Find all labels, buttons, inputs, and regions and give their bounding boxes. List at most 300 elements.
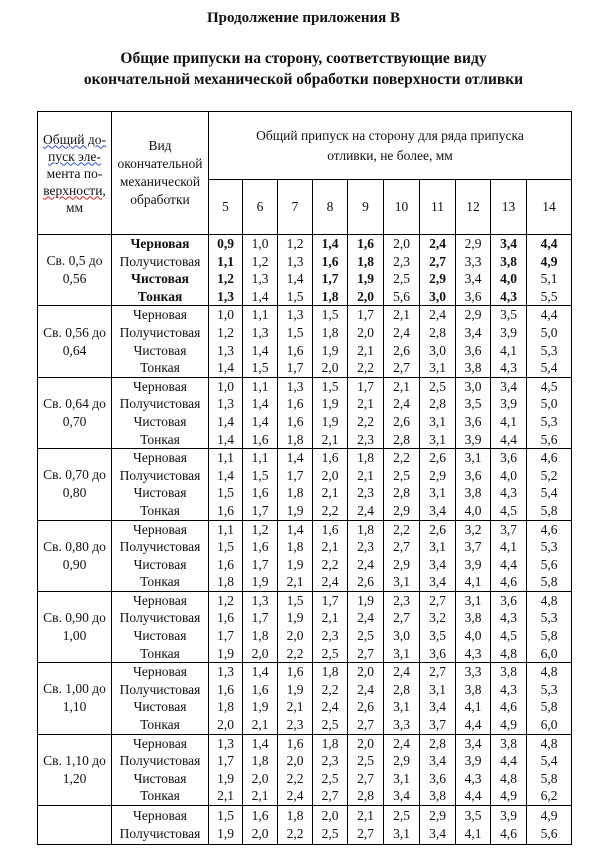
allowance-value: 2,2 bbox=[393, 521, 410, 537]
allowance-value: 1,7 bbox=[251, 502, 269, 518]
allowance-cell bbox=[456, 734, 491, 805]
machining-kind: Чистовая bbox=[133, 770, 187, 786]
allowance-value: 1,9 bbox=[357, 592, 374, 608]
allowance-value: 2,0 bbox=[357, 735, 374, 751]
allowance-value: 1,6 bbox=[251, 808, 269, 824]
machining-kind-cell bbox=[112, 449, 209, 520]
allowance-value: 2,2 bbox=[357, 413, 374, 429]
header-row-number: 12 bbox=[456, 180, 491, 235]
machining-kind: Черновая bbox=[133, 378, 187, 394]
allowance-value: 2,9 bbox=[464, 236, 482, 251]
table-row-group bbox=[38, 806, 572, 845]
allowance-value: 4,4 bbox=[464, 788, 482, 804]
allowance-value: 2,5 bbox=[393, 808, 410, 824]
allowance-value: 2,0 bbox=[251, 770, 269, 786]
allowance-value: 2,5 bbox=[321, 770, 339, 786]
allowance-cell bbox=[348, 520, 384, 591]
allowance-value: 1,9 bbox=[217, 770, 234, 786]
allowance-cell bbox=[456, 520, 491, 591]
allowance-cell bbox=[209, 591, 243, 662]
allowance-cell bbox=[527, 449, 572, 520]
allowance-cell bbox=[456, 806, 491, 845]
allowance-value: 1,4 bbox=[217, 360, 234, 376]
header-machining-type bbox=[112, 112, 209, 235]
allowance-cell bbox=[384, 449, 420, 520]
allowance-value: 2,4 bbox=[393, 324, 410, 340]
allowance-value: 1,6 bbox=[286, 342, 304, 358]
allowance-cell bbox=[420, 734, 456, 805]
allowance-value: 1,8 bbox=[357, 253, 374, 269]
machining-kind: Получистовая bbox=[119, 253, 201, 269]
allowance-value: 3,8 bbox=[429, 788, 446, 804]
range-text: 0,70 bbox=[62, 413, 87, 429]
allowance-value: 1,8 bbox=[217, 699, 234, 715]
allowance-value: 1,3 bbox=[217, 396, 234, 412]
range-cell bbox=[38, 734, 112, 805]
allowance-value: 3,5 bbox=[500, 307, 517, 323]
allowance-value: 2,6 bbox=[357, 699, 374, 715]
allowance-value: 3,3 bbox=[393, 717, 410, 733]
allowance-cell bbox=[348, 377, 384, 448]
allowance-value: 3,1 bbox=[393, 699, 410, 715]
allowance-value: 1,5 bbox=[286, 288, 304, 304]
allowance-value: 3,0 bbox=[464, 378, 482, 394]
allowance-value: 3,1 bbox=[429, 681, 446, 697]
allowance-value: 3,7 bbox=[464, 539, 482, 555]
allowance-value: 1,7 bbox=[321, 592, 339, 608]
allowance-value: 2,1 bbox=[217, 788, 234, 804]
allowance-value: 4,3 bbox=[500, 360, 517, 376]
allowance-value: 1,1 bbox=[251, 378, 269, 394]
allowance-cell bbox=[527, 306, 572, 377]
allowance-cell bbox=[527, 734, 572, 805]
allowance-value: 3,1 bbox=[429, 360, 446, 376]
allowance-value: 1,9 bbox=[321, 342, 339, 358]
allowance-value: 4,4 bbox=[464, 717, 482, 733]
range-text: Св. 0,5 до bbox=[46, 253, 103, 269]
machining-kind: Черновая bbox=[130, 236, 190, 251]
allowance-value: 3,1 bbox=[429, 413, 446, 429]
allowance-value: 3,2 bbox=[464, 521, 482, 537]
allowance-value: 1,1 bbox=[251, 450, 269, 466]
header-machining-line: механической bbox=[119, 174, 201, 189]
allowance-value: 4,9 bbox=[540, 808, 558, 824]
allowance-cell bbox=[384, 306, 420, 377]
machining-kind: Чистовая bbox=[133, 342, 187, 358]
allowance-value: 2,3 bbox=[393, 592, 410, 608]
allowance-cell bbox=[278, 520, 313, 591]
allowance-cell bbox=[527, 520, 572, 591]
allowance-value: 5,0 bbox=[540, 324, 558, 340]
allowance-cell bbox=[209, 734, 243, 805]
allowance-cell bbox=[348, 734, 384, 805]
allowance-value: 3,6 bbox=[500, 450, 517, 466]
allowance-cell bbox=[278, 235, 313, 306]
machining-kind: Черновая bbox=[133, 450, 187, 466]
header-row-number: 9 bbox=[348, 180, 384, 235]
allowance-cell bbox=[313, 306, 348, 377]
range-text: Св. 0,56 до bbox=[43, 324, 106, 340]
allowance-value: 5,4 bbox=[540, 360, 558, 376]
allowance-value: 4,6 bbox=[500, 826, 517, 841]
allowance-value: 1,6 bbox=[251, 681, 269, 697]
allowance-value: 1,6 bbox=[217, 556, 234, 572]
allowance-cell bbox=[348, 806, 384, 845]
machining-kind: Получистовая bbox=[119, 610, 201, 626]
machining-kind-cell bbox=[112, 734, 209, 805]
allowance-value: 2,0 bbox=[286, 753, 304, 769]
allowance-value: 4,3 bbox=[500, 681, 517, 697]
allowance-value: 3,6 bbox=[464, 467, 482, 483]
allowance-value: 2,5 bbox=[321, 645, 339, 661]
allowance-value: 1,6 bbox=[321, 450, 339, 466]
allowance-value: 4,8 bbox=[540, 735, 558, 751]
allowance-value: 2,8 bbox=[429, 396, 446, 412]
allowance-value: 2,7 bbox=[429, 592, 446, 608]
allowance-cell bbox=[313, 520, 348, 591]
allowance-value: 3,9 bbox=[500, 808, 517, 824]
allowance-value: 3,4 bbox=[429, 753, 446, 769]
allowance-value: 3,8 bbox=[500, 735, 517, 751]
allowance-value: 4,8 bbox=[540, 592, 558, 608]
allowance-value: 5,6 bbox=[540, 826, 558, 841]
allowance-value: 1,3 bbox=[251, 592, 269, 608]
allowance-value: 5,3 bbox=[540, 413, 558, 429]
header-row-number: 5 bbox=[209, 180, 243, 235]
allowance-value: 3,0 bbox=[429, 288, 446, 304]
allowance-value: 2,1 bbox=[286, 699, 304, 715]
allowance-value: 0,9 bbox=[217, 236, 234, 251]
range-text: Св. 0,90 до bbox=[43, 610, 106, 626]
range-cell bbox=[38, 377, 112, 448]
allowance-value: 4,3 bbox=[500, 610, 517, 626]
allowance-value: 1,0 bbox=[217, 378, 234, 394]
machining-kind-cell bbox=[112, 520, 209, 591]
appendix-title: Продолжение приложения В bbox=[206, 10, 401, 26]
allowance-value: 1,5 bbox=[217, 485, 234, 501]
allowance-value: 4,1 bbox=[464, 699, 482, 715]
allowance-value: 3,8 bbox=[464, 610, 482, 626]
allowance-cell bbox=[313, 591, 348, 662]
allowance-cell bbox=[243, 663, 278, 734]
header-tolerance bbox=[38, 112, 112, 235]
header-row-number: 6 bbox=[243, 180, 278, 235]
allowance-value: 1,8 bbox=[357, 521, 374, 537]
machining-kind: Тонкая bbox=[140, 574, 180, 590]
allowance-value: 2,1 bbox=[357, 467, 374, 483]
allowance-value: 1,8 bbox=[286, 539, 304, 555]
allowance-value: 1,5 bbox=[217, 539, 234, 555]
allowance-value: 5,4 bbox=[540, 753, 558, 769]
allowance-cell bbox=[243, 377, 278, 448]
allowance-value: 3,8 bbox=[500, 253, 517, 269]
allowance-value: 1,1 bbox=[217, 253, 234, 269]
allowance-value: 4,3 bbox=[500, 288, 517, 304]
allowance-value: 1,4 bbox=[251, 396, 269, 412]
allowance-value: 1,4 bbox=[251, 413, 269, 429]
allowance-value: 2,0 bbox=[393, 236, 410, 251]
allowance-value: 2,2 bbox=[286, 826, 304, 841]
allowance-value: 3,1 bbox=[429, 431, 446, 447]
allowance-value: 1,9 bbox=[286, 556, 304, 572]
allowance-value: 1,9 bbox=[286, 681, 304, 697]
allowance-value: 2,3 bbox=[393, 253, 410, 269]
allowance-value: 1,6 bbox=[251, 539, 269, 555]
allowance-value: 2,1 bbox=[321, 539, 339, 555]
allowance-value: 3,0 bbox=[393, 628, 410, 644]
allowance-value: 1,3 bbox=[286, 307, 304, 323]
header-tolerance-line: верхности, bbox=[43, 182, 106, 198]
machining-kind: Получистовая bbox=[119, 324, 201, 340]
allowance-value: 2,6 bbox=[393, 342, 410, 358]
allowance-value: 1,6 bbox=[217, 681, 234, 697]
allowance-value: 3,1 bbox=[393, 826, 410, 841]
allowance-value: 5,8 bbox=[540, 699, 558, 715]
allowance-value: 2,1 bbox=[357, 396, 374, 412]
allowance-value: 1,2 bbox=[251, 253, 269, 269]
allowance-value: 2,9 bbox=[393, 502, 410, 518]
allowance-value: 1,4 bbox=[321, 236, 339, 251]
range-text: 1,20 bbox=[62, 770, 87, 786]
header-row-number: 14 bbox=[527, 180, 572, 235]
allowance-value: 1,7 bbox=[286, 467, 304, 483]
machining-kind: Получистовая bbox=[119, 539, 201, 555]
allowance-cell bbox=[527, 377, 572, 448]
allowance-cell bbox=[491, 449, 527, 520]
allowance-value: 2,0 bbox=[251, 826, 269, 841]
allowance-value: 5,3 bbox=[540, 539, 558, 555]
allowance-cell bbox=[313, 806, 348, 845]
range-text: 0,90 bbox=[62, 556, 87, 572]
allowance-value: 1,9 bbox=[286, 610, 304, 626]
allowance-value: 2,0 bbox=[321, 360, 339, 376]
table-row-group bbox=[38, 520, 572, 591]
allowance-value: 1,0 bbox=[217, 307, 234, 323]
allowance-value: 2,0 bbox=[357, 324, 374, 340]
allowance-value: 1,6 bbox=[286, 396, 304, 412]
allowance-value: 2,6 bbox=[429, 450, 446, 466]
allowance-value: 2,1 bbox=[321, 610, 339, 626]
allowance-value: 2,7 bbox=[393, 539, 410, 555]
allowance-value: 1,6 bbox=[251, 431, 269, 447]
allowance-value: 5,6 bbox=[540, 556, 558, 572]
allowance-value: 1,8 bbox=[321, 288, 339, 304]
allowance-value: 2,7 bbox=[393, 360, 410, 376]
machining-kind: Черновая bbox=[133, 592, 187, 608]
allowance-value: 1,7 bbox=[217, 628, 234, 644]
allowance-cell bbox=[491, 591, 527, 662]
allowance-value: 1,3 bbox=[251, 271, 269, 287]
allowance-value: 4,0 bbox=[500, 271, 517, 287]
allowance-cell bbox=[384, 806, 420, 845]
allowance-cell bbox=[243, 520, 278, 591]
allowance-value: 2,7 bbox=[393, 610, 410, 626]
allowance-cell bbox=[209, 306, 243, 377]
allowance-cell bbox=[278, 663, 313, 734]
header-row-number: 13 bbox=[491, 180, 527, 235]
allowance-cell bbox=[209, 377, 243, 448]
allowance-value: 3,1 bbox=[429, 539, 446, 555]
allowance-value: 4,6 bbox=[540, 450, 558, 466]
range-text: Св. 1,00 до bbox=[43, 681, 106, 697]
allowance-value: 5,6 bbox=[393, 288, 410, 304]
allowance-value: 4,1 bbox=[464, 826, 482, 841]
allowance-value: 1,5 bbox=[251, 467, 269, 483]
allowance-value: 1,4 bbox=[251, 735, 269, 751]
allowance-value: 1,3 bbox=[217, 664, 234, 680]
allowance-cell bbox=[348, 663, 384, 734]
allowance-value: 1,5 bbox=[321, 378, 339, 394]
allowance-cell bbox=[243, 806, 278, 845]
allowance-value: 3,1 bbox=[393, 645, 410, 661]
allowance-value: 3,8 bbox=[464, 485, 482, 501]
machining-kind: Получистовая bbox=[119, 467, 201, 483]
allowance-value: 4,6 bbox=[540, 521, 558, 537]
allowance-value: 4,9 bbox=[500, 788, 517, 804]
allowance-value: 1,6 bbox=[251, 485, 269, 501]
allowance-value: 5,8 bbox=[540, 574, 558, 590]
allowance-value: 1,9 bbox=[217, 826, 234, 841]
allowance-cell bbox=[209, 806, 243, 845]
range-cell bbox=[38, 449, 112, 520]
allowance-value: 2,9 bbox=[429, 808, 446, 824]
allowance-value: 1,9 bbox=[321, 396, 339, 412]
allowance-cell bbox=[491, 734, 527, 805]
allowance-value: 1,7 bbox=[357, 307, 374, 323]
allowance-value: 1,9 bbox=[251, 699, 269, 715]
allowance-value: 1,9 bbox=[321, 413, 339, 429]
allowance-value: 2,0 bbox=[251, 645, 269, 661]
allowance-value: 2,4 bbox=[429, 236, 446, 251]
allowance-value: 1,1 bbox=[217, 521, 234, 537]
allowance-value: 1,8 bbox=[321, 664, 339, 680]
header-row-number: 10 bbox=[384, 180, 420, 235]
allowance-value: 1,2 bbox=[217, 324, 234, 340]
allowance-value: 3,8 bbox=[500, 664, 517, 680]
allowance-value: 4,4 bbox=[500, 556, 517, 572]
allowance-value: 2,4 bbox=[357, 610, 374, 626]
allowance-cell bbox=[527, 235, 572, 306]
allowance-value: 1,0 bbox=[251, 236, 269, 251]
allowance-cell bbox=[491, 663, 527, 734]
allowance-value: 1,8 bbox=[321, 324, 339, 340]
allowance-value: 3,9 bbox=[464, 556, 482, 572]
allowance-value: 1,2 bbox=[286, 236, 304, 251]
machining-kind: Черновая bbox=[133, 735, 187, 751]
allowance-value: 2,0 bbox=[321, 467, 339, 483]
allowance-value: 3,9 bbox=[500, 324, 517, 340]
allowance-value: 1,6 bbox=[357, 236, 374, 251]
allowance-value: 4,9 bbox=[540, 253, 558, 269]
range-cell bbox=[38, 806, 112, 845]
allowance-value: 6,2 bbox=[540, 788, 558, 804]
allowance-cell bbox=[527, 806, 572, 845]
allowance-value: 4,0 bbox=[500, 467, 517, 483]
allowance-cell bbox=[420, 306, 456, 377]
table-row-group bbox=[38, 377, 572, 448]
allowance-cell bbox=[527, 663, 572, 734]
allowance-value: 2,1 bbox=[286, 574, 304, 590]
allowance-cell bbox=[313, 377, 348, 448]
range-text: Св. 0,70 до bbox=[43, 467, 106, 483]
range-cell bbox=[38, 663, 112, 734]
allowance-value: 5,5 bbox=[540, 288, 558, 304]
allowance-value: 1,8 bbox=[321, 735, 339, 751]
allowance-value: 2,4 bbox=[357, 556, 374, 572]
allowance-value: 2,3 bbox=[286, 717, 304, 733]
allowance-value: 3,7 bbox=[500, 521, 517, 537]
allowance-value: 4,4 bbox=[540, 236, 558, 251]
range-cell bbox=[38, 235, 112, 306]
allowance-cell bbox=[243, 591, 278, 662]
allowance-value: 1,7 bbox=[357, 378, 374, 394]
allowance-cell bbox=[348, 235, 384, 306]
allowance-value: 4,9 bbox=[500, 717, 517, 733]
allowance-value: 2,2 bbox=[286, 770, 304, 786]
allowance-value: 4,5 bbox=[500, 502, 517, 518]
range-text: 0,56 bbox=[62, 271, 87, 287]
allowance-value: 1,6 bbox=[321, 253, 339, 269]
allowance-value: 4,8 bbox=[500, 770, 517, 786]
machining-kind: Получистовая bbox=[119, 681, 201, 697]
allowance-value: 1,8 bbox=[286, 808, 304, 824]
allowance-value: 2,2 bbox=[321, 681, 339, 697]
range-cell bbox=[38, 591, 112, 662]
allowance-value: 4,5 bbox=[540, 378, 558, 394]
allowance-value: 1,6 bbox=[217, 502, 234, 518]
caption-line-1: Общие припуски на сторону, соответствующие виду bbox=[120, 50, 487, 67]
allowance-value: 3,1 bbox=[464, 450, 482, 466]
allowance-value: 4,6 bbox=[500, 574, 517, 590]
allowance-value: 1,8 bbox=[286, 431, 304, 447]
allowance-value: 3,0 bbox=[429, 342, 446, 358]
machining-kind: Получистовая bbox=[119, 826, 201, 841]
allowance-value: 1,3 bbox=[217, 288, 234, 304]
allowance-cell bbox=[456, 663, 491, 734]
allowance-value: 1,6 bbox=[286, 413, 304, 429]
allowance-value: 1,3 bbox=[217, 735, 234, 751]
allowance-value: 3,1 bbox=[393, 770, 410, 786]
allowance-value: 1,6 bbox=[286, 664, 304, 680]
allowance-value: 2,2 bbox=[357, 360, 374, 376]
allowance-value: 1,4 bbox=[217, 413, 234, 429]
allowance-value: 4,3 bbox=[464, 770, 482, 786]
allowance-value: 2,5 bbox=[321, 717, 339, 733]
allowance-value: 3,6 bbox=[429, 645, 446, 661]
allowance-value: 3,4 bbox=[429, 826, 446, 841]
allowance-value: 2,5 bbox=[321, 826, 339, 841]
allowance-value: 2,8 bbox=[429, 735, 446, 751]
range-cell bbox=[38, 520, 112, 591]
allowance-value: 3,3 bbox=[464, 253, 482, 269]
range-text: 1,00 bbox=[62, 628, 87, 644]
header-machining-line: Вид bbox=[148, 138, 172, 153]
allowance-value: 3,4 bbox=[429, 502, 446, 518]
allowance-value: 4,3 bbox=[500, 485, 517, 501]
allowance-cell bbox=[420, 520, 456, 591]
machining-kind: Черновая bbox=[133, 808, 187, 824]
allowance-value: 2,5 bbox=[429, 378, 446, 394]
machining-kind: Тонкая bbox=[140, 788, 180, 804]
allowance-value: 2,7 bbox=[429, 664, 446, 680]
allowance-value: 2,1 bbox=[357, 808, 374, 824]
allowance-value: 5,8 bbox=[540, 770, 558, 786]
allowance-value: 2,0 bbox=[357, 288, 374, 304]
allowance-cell bbox=[243, 734, 278, 805]
allowance-cell bbox=[456, 235, 491, 306]
machining-kind: Чистовая bbox=[133, 485, 187, 501]
machining-kind-cell bbox=[112, 663, 209, 734]
